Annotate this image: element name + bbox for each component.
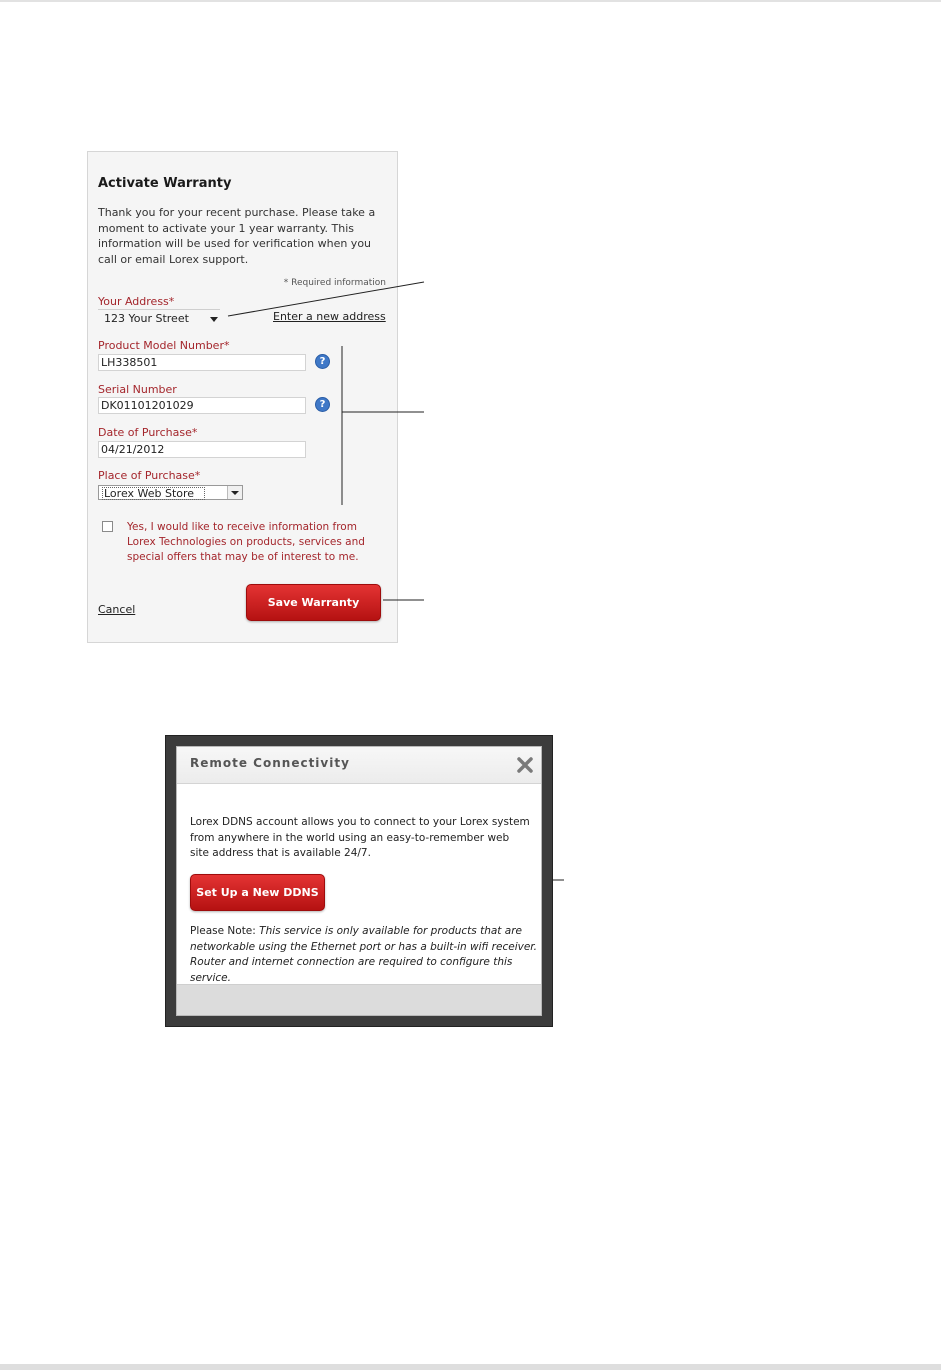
model-number-label: Product Model Number*: [98, 339, 230, 352]
cancel-link[interactable]: Cancel: [98, 603, 136, 616]
callout-line-address: [228, 282, 424, 316]
purchase-date-label: Date of Purchase*: [98, 426, 198, 439]
close-icon[interactable]: [515, 755, 535, 775]
place-of-purchase-label: Place of Purchase*: [98, 469, 201, 482]
new-address-link[interactable]: Enter a new address: [273, 310, 386, 323]
model-help-icon[interactable]: ?: [315, 354, 330, 369]
optin-text: Yes, I would like to receive information from Lorex Technologies on products, services and special offers that may be of interest to me.: [127, 521, 365, 563]
dialog-title: Remote Connectivity: [190, 756, 350, 770]
required-note: * Required information: [283, 278, 386, 288]
dialog-header: [177, 747, 541, 784]
remote-connectivity-dialog: [176, 746, 542, 1016]
address-label: Your Address*: [98, 295, 175, 308]
note-prefix: Please Note:: [190, 925, 260, 937]
serial-number-label: Serial Number: [98, 383, 177, 396]
warranty-intro: Thank you for your recent purchase. Please take a moment to activate your 1 year warranty. This information will be used for verification when you call or email Lorex support.: [98, 206, 376, 266]
dialog-footer: [177, 984, 541, 1015]
address-select-value: 123 Your Street: [104, 312, 189, 325]
remote-connectivity-frame: [165, 735, 553, 1027]
warranty-title: Activate Warranty: [98, 176, 232, 191]
setup-ddns-button[interactable]: Set Up a New DDNS: [190, 874, 325, 911]
dialog-note: [190, 924, 540, 986]
serial-help-icon[interactable]: ?: [315, 397, 330, 412]
note-text: This service is only available for products that are networkable using the Ethernet port or has a built-in wifi receiver. Router and internet connection are required to configure this service.: [190, 925, 537, 984]
page-bottom-rule: [0, 1364, 941, 1370]
dialog-body: Lorex DDNS account allows you to connect to your Lorex system from anywhere in the world using an easy-to-remember web site address that is available 24/7.: [190, 816, 530, 859]
save-warranty-button[interactable]: Save Warranty: [246, 584, 381, 621]
place-select-value: Lorex Web Store: [102, 487, 205, 500]
